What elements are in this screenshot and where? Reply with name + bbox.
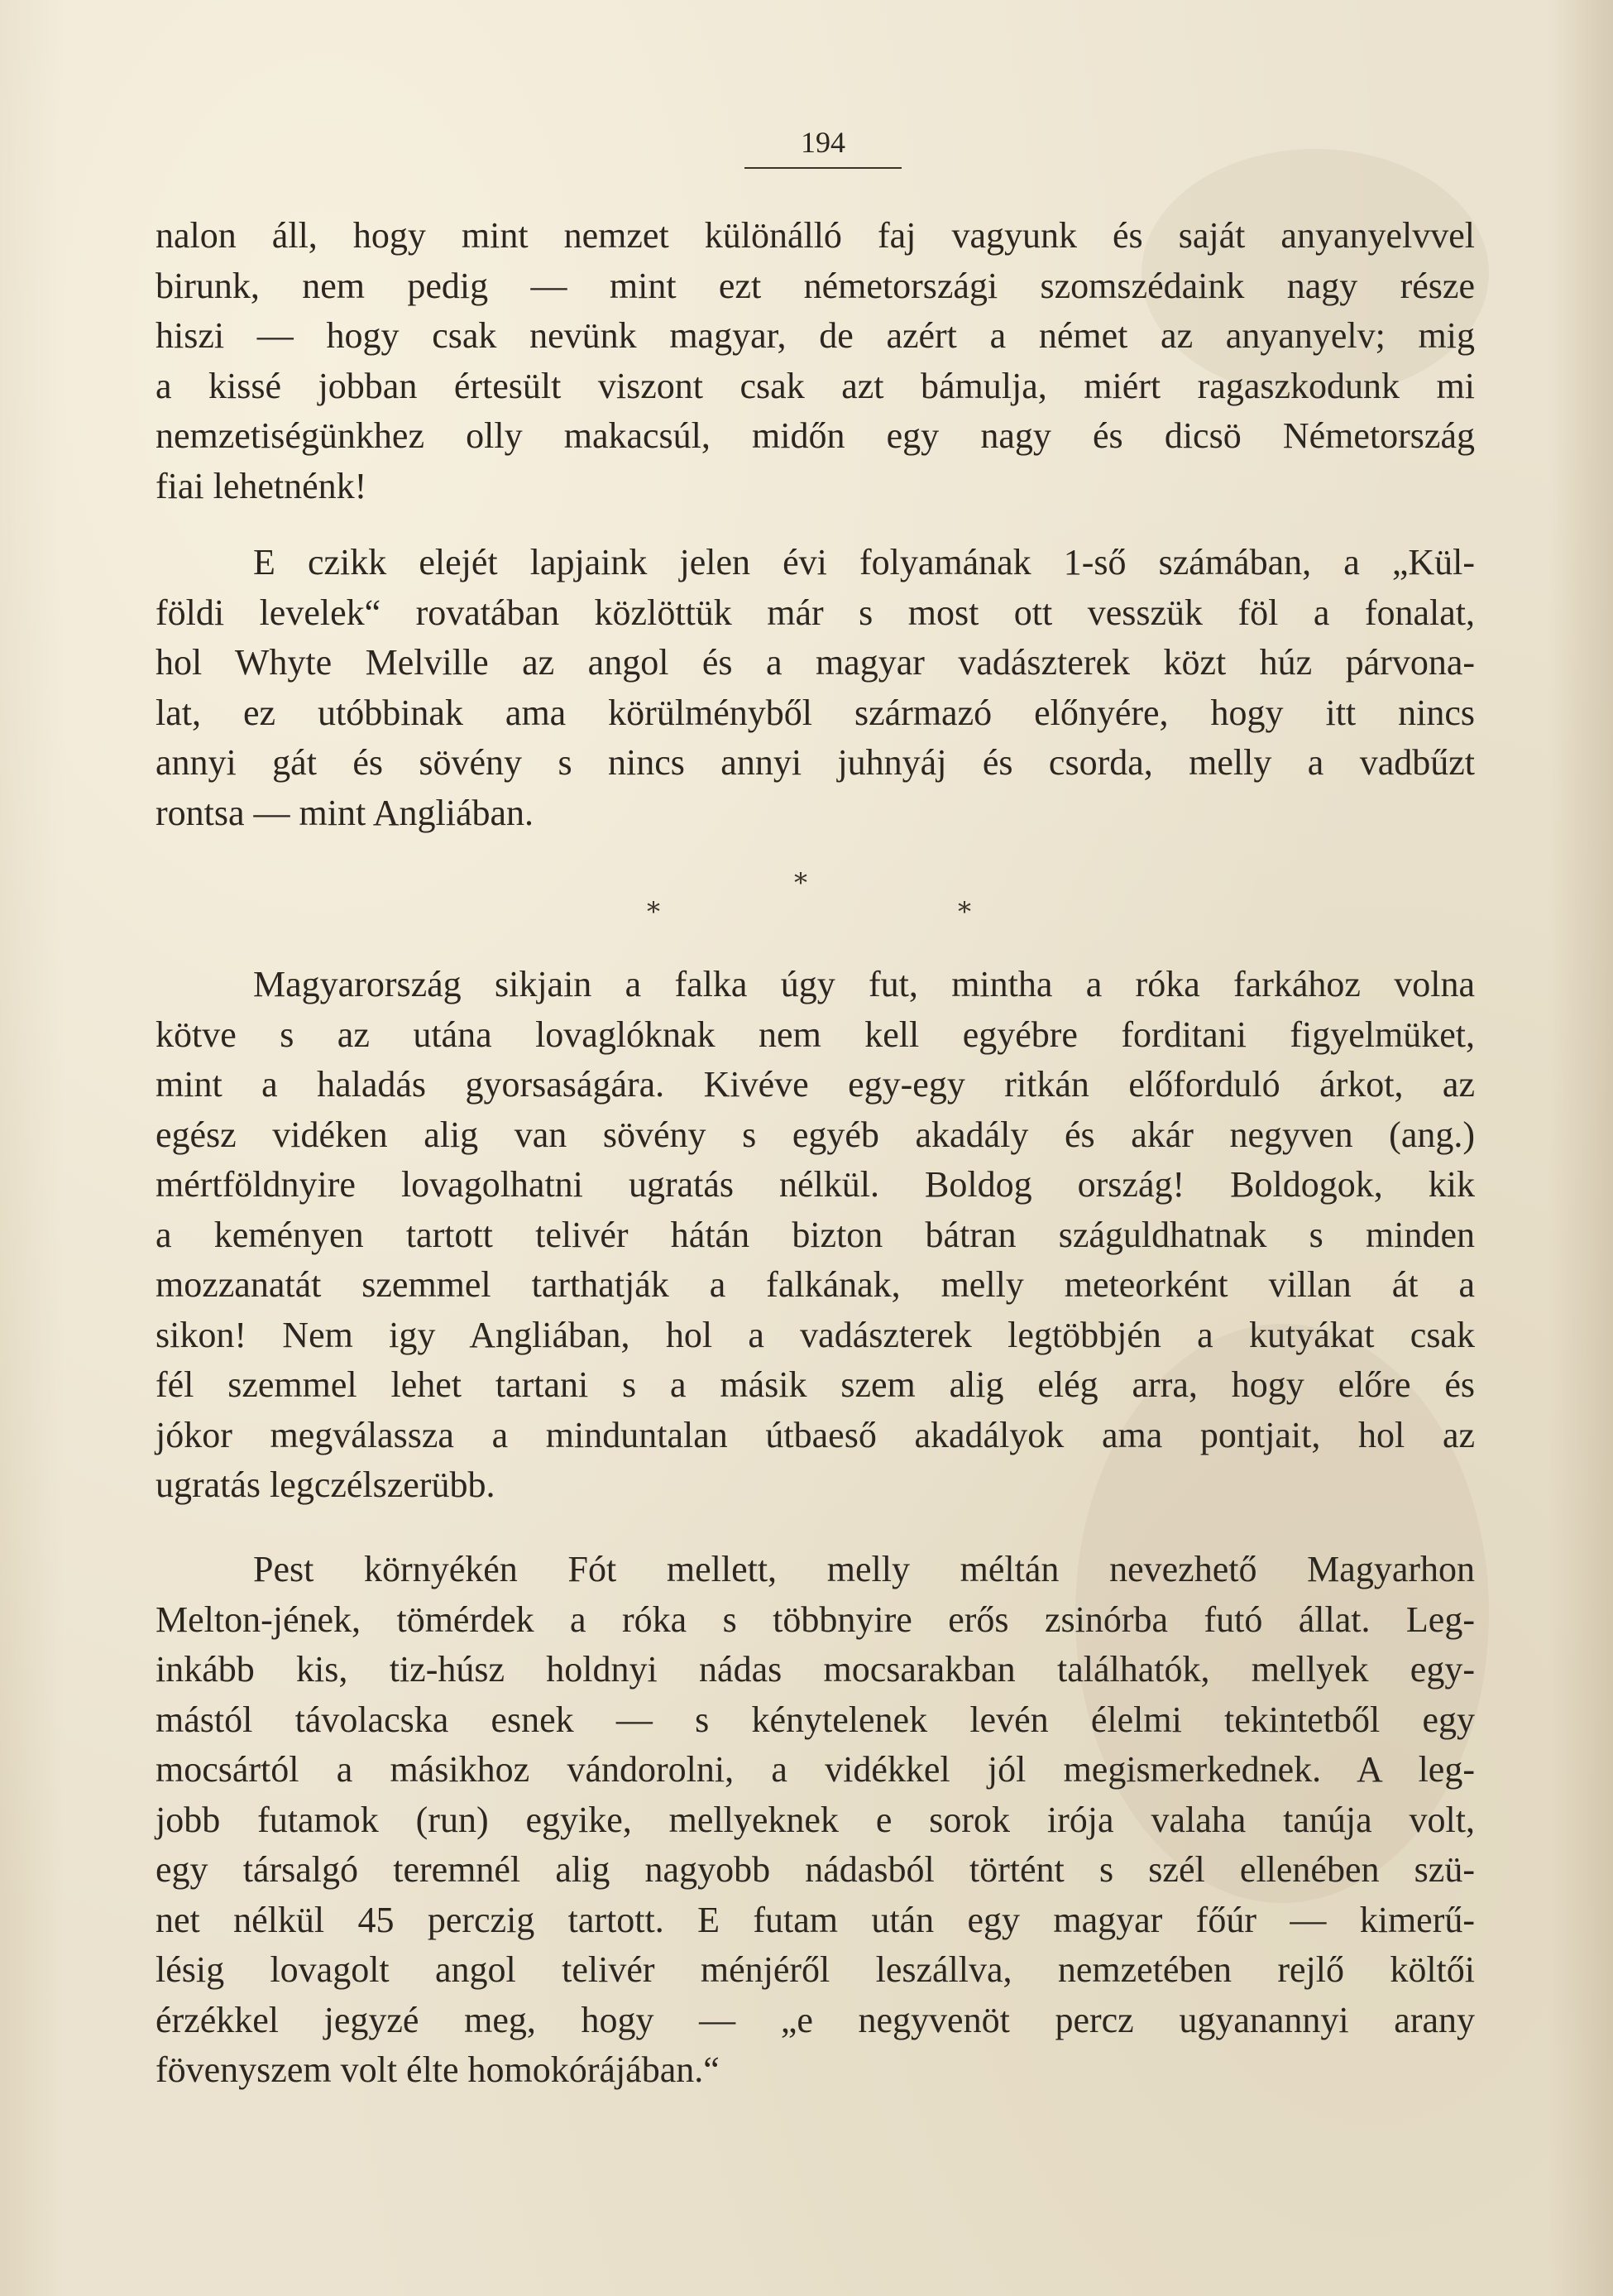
text-line: nalon áll, hogy mint nemzet különálló faj vagyunk és saját anyanyelvvel [156,215,1475,256]
text-line: fövenyszem volt élte homokórájában.“ [156,2049,720,2090]
text-line: Melton-jének, tömérdek a róka s többnyire erős zsinórba futó állat. Leg- [156,1599,1475,1640]
text-line: a kissé jobban értesült viszont csak azt bámulja, miért ragaszkodunk mi [156,365,1475,406]
text-line: rontsa — mint Angliában. [156,792,534,833]
text-line: mozzanatát szemmel tarthatják a falkának, melly meteorként villan át a [156,1264,1475,1305]
text-line: hiszi — hogy csak nevünk magyar, de azért a német az anyanyelv; mig [156,315,1475,356]
text-line: egy társalgó teremnél alig nagyobb nádasból történt s szél ellenében szü- [156,1849,1475,1890]
page-number: 194 [801,126,845,159]
paragraph-intro [156,538,1475,838]
asterism-star: * [647,896,660,928]
text-line: E czikk elejét lapjaink jelen évi folyamának 1-ső számában, a „Kül- [253,542,1475,582]
paragraph-hungary [156,960,1475,1511]
text-line: a keményen tartott telivér hátán bizton bátran száguldhatnak s minden [156,1214,1475,1255]
text-line: mocsártól a másikhoz vándorolni, a vidékkel jól megismerkednek. A leg- [156,1749,1475,1790]
text-line: annyi gát és sövény s nincs annyi juhnyáj és csorda, melly a vadbűzt [156,742,1475,783]
text-line: érzékkel jegyzé meg, hogy — „e negyvenöt percz ugyanannyi arany [156,1999,1475,2040]
header-rule [744,167,902,169]
text-line: mint a haladás gyorsaságára. Kivéve egy-egy ritkán előforduló árkot, az [156,1064,1475,1105]
text-line: birunk, nem pedig — mint ezt németországi szomszédaink nagy része [156,265,1475,306]
text-line: nemzetiségünkhez olly makacsúl, midőn egy nagy és dicsö Németország [156,415,1475,456]
text-line: egész vidéken alig van sövény s egyéb akadály és akár negyven (ang.) [156,1114,1475,1155]
text-line: Pest környékén Fót mellett, melly méltán nevezhető Magyarhon [253,1549,1475,1589]
text-line: lat, ez utóbbinak ama körülményből származó előnyére, hogy itt nincs [156,692,1475,733]
text-line: sikon! Nem igy Angliában, hol a vadászterek legtöbbjén a kutyákat csak [156,1314,1475,1355]
paragraph-continuation [156,211,1475,511]
text-line: inkább kis, tiz-húsz holdnyi nádas mocsarakban találhatók, mellyek egy- [156,1649,1475,1690]
text-line: lésig lovagolt angol telivér ménjéről leszállva, nemzetében rejlő költői [156,1949,1475,1990]
text-line: hol Whyte Melville az angol és a magyar vadászterek közt húz párvona- [156,642,1475,683]
text-line: net nélkül 45 perczig tartott. E futam után egy magyar főúr — kimerű- [156,1899,1475,1940]
text-line: fiai lehetnénk! [156,465,367,506]
text-line: földi levelek“ rovatában közlöttük már s most ott vesszük föl a fonalat, [156,592,1475,633]
section-asterism [0,867,1613,942]
text-line: ugratás legczélszerübb. [156,1464,495,1505]
text-line: kötve s az utána lovaglóknak nem kell egyébre forditani figyelmüket, [156,1014,1475,1055]
page-header [744,124,902,169]
text-line: mértföldnyire lovagolhatni ugratás nélkül. Boldog ország! Boldogok, kik [156,1164,1475,1205]
text-line: mástól távolacska esnek — s kénytelenek levén élelmi tekintetből egy [156,1699,1475,1740]
text-line: fél szemmel lehet tartani s a másik szem alig elég arra, hogy előre és [156,1364,1475,1405]
text-line: jobb futamok (run) egyike, mellyeknek e sorok irója valaha tanúja volt, [156,1799,1475,1840]
asterism-star: * [794,867,807,899]
text-line: jókor megválassza a minduntalan útbaeső akadályok ama pontjait, hol az [156,1414,1475,1455]
paragraph-pest [156,1545,1475,2096]
asterism-star: * [958,896,971,928]
text-line: Magyarország sikjain a falka úgy fut, mintha a róka farkához volna [253,964,1475,1004]
